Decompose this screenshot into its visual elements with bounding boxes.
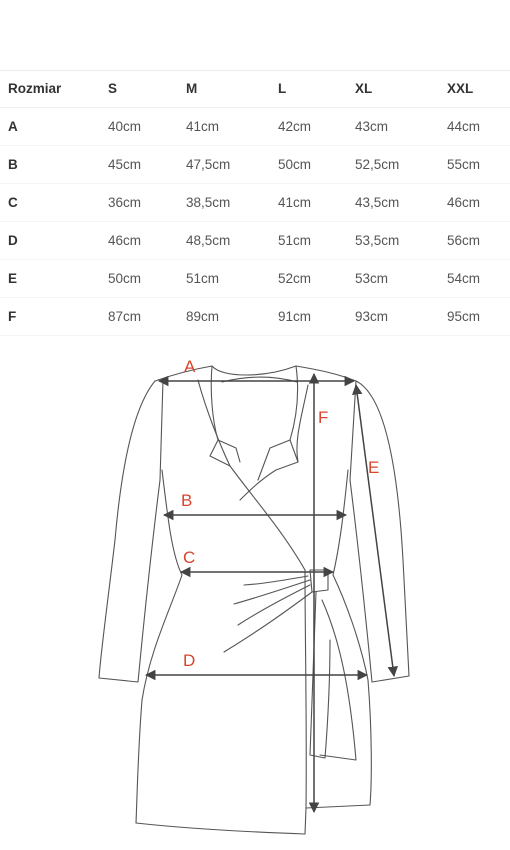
cell-m: 38,5cm: [186, 184, 278, 222]
row-label: B: [0, 146, 108, 184]
measure-line-e: [356, 385, 394, 676]
cell-l: 50cm: [278, 146, 355, 184]
cell-m: 47,5cm: [186, 146, 278, 184]
cell-xxl: 56cm: [447, 222, 510, 260]
table-row-f: [0, 298, 510, 336]
cell-s: 40cm: [108, 108, 186, 146]
row-label: C: [0, 184, 108, 222]
header-xl: XL: [355, 70, 447, 108]
row-label: D: [0, 222, 108, 260]
measure-label-c: C: [183, 548, 196, 567]
cell-xxl: 44cm: [447, 108, 510, 146]
row-label: F: [0, 298, 108, 336]
cell-xxl: 95cm: [447, 298, 510, 336]
cell-m: 51cm: [186, 260, 278, 298]
cell-xxl: 55cm: [447, 146, 510, 184]
cell-xl: 43cm: [355, 108, 447, 146]
cell-s: 46cm: [108, 222, 186, 260]
cell-l: 41cm: [278, 184, 355, 222]
cell-s: 36cm: [108, 184, 186, 222]
measure-label-e: E: [368, 458, 380, 477]
cell-xxl: 54cm: [447, 260, 510, 298]
table-row-b: [0, 146, 510, 184]
cell-xl: 52,5cm: [355, 146, 447, 184]
cell-l: 42cm: [278, 108, 355, 146]
table-row-e: [0, 260, 510, 298]
cell-s: 87cm: [108, 298, 186, 336]
header-xxl: XXL: [447, 70, 510, 108]
cell-l: 91cm: [278, 298, 355, 336]
table-header-row: [0, 70, 510, 108]
table-row-d: [0, 222, 510, 260]
cell-xl: 53,5cm: [355, 222, 447, 260]
measure-label-b: B: [181, 491, 193, 510]
row-label: A: [0, 108, 108, 146]
table-row-c: [0, 184, 510, 222]
size-table-container: [0, 70, 510, 336]
cell-m: 41cm: [186, 108, 278, 146]
cell-m: 89cm: [186, 298, 278, 336]
cell-xl: 43,5cm: [355, 184, 447, 222]
cell-xl: 93cm: [355, 298, 447, 336]
size-table: [0, 70, 510, 336]
header-l: L: [278, 70, 355, 108]
cell-xl: 53cm: [355, 260, 447, 298]
cell-s: 50cm: [108, 260, 186, 298]
cell-m: 48,5cm: [186, 222, 278, 260]
table-row-a: [0, 108, 510, 146]
header-size: Rozmiar: [0, 70, 108, 108]
measure-label-a: A: [184, 357, 196, 376]
row-label: E: [0, 260, 108, 298]
header-s: S: [108, 70, 186, 108]
cell-l: 52cm: [278, 260, 355, 298]
cell-s: 45cm: [108, 146, 186, 184]
cell-xxl: 46cm: [447, 184, 510, 222]
dress-measurement-diagram: [0, 345, 510, 850]
measure-label-f: F: [318, 408, 329, 427]
measure-label-d: D: [183, 651, 196, 670]
cell-l: 51cm: [278, 222, 355, 260]
header-m: M: [186, 70, 278, 108]
